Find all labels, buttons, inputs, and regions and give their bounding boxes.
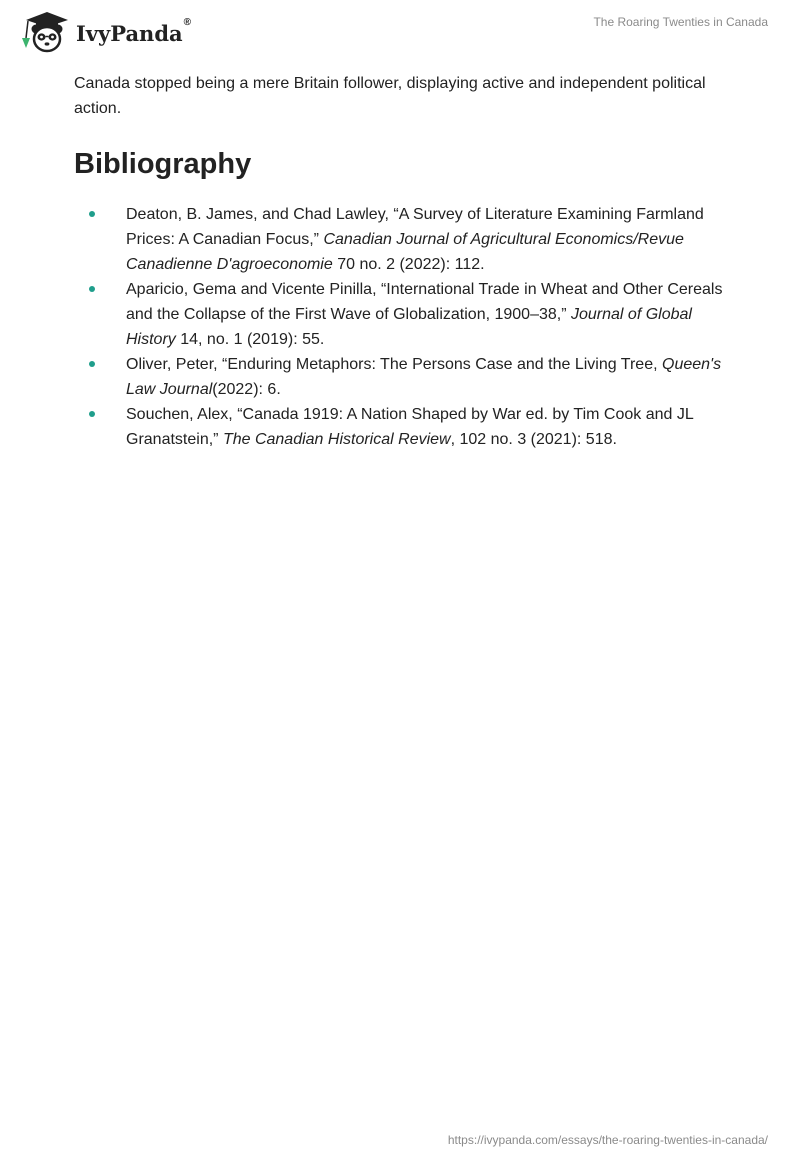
entry-citation: Oliver, Peter, “Enduring Metaphors: The Persons Case and the Living Tree, bbox=[126, 356, 662, 373]
entry-source-title: Canadian Journal of Agricultural Economics/Revue Canadienne D'agroeconomie bbox=[126, 231, 684, 273]
bibliography-list bbox=[74, 202, 734, 452]
bullet-icon bbox=[89, 361, 95, 367]
entry-source-title: The Canadian Historical Review bbox=[222, 431, 451, 448]
entry-source-title: Queen's Law Journal bbox=[126, 356, 722, 398]
entry-citation: Souchen, Alex, “Canada 1919: A Nation Shaped by War ed. by Tim Cook and JL Granatstein,” bbox=[126, 406, 694, 448]
intro-paragraph: Canada stopped being a mere Britain follower, displaying active and independent political action. bbox=[74, 75, 706, 117]
entry-source-title: Journal of Global History bbox=[126, 306, 692, 348]
bullet-icon bbox=[89, 211, 95, 217]
bibliography-entry bbox=[74, 352, 734, 402]
source-url[interactable]: https://ivypanda.com/essays/the-roaring-twenties-in-canada/ bbox=[447, 1133, 768, 1147]
entry-citation-detail: , 102 no. 3 (2021): 518. bbox=[450, 431, 617, 448]
bibliography-entry bbox=[74, 277, 734, 352]
registered-mark: ® bbox=[183, 16, 191, 28]
entry-citation-detail: 14, no. 1 (2019): 55. bbox=[175, 331, 325, 348]
bibliography-heading: Bibliography bbox=[74, 148, 252, 180]
ivypanda-logo[interactable] bbox=[16, 8, 191, 56]
entry-citation: Aparicio, Gema and Vicente Pinilla, “International Trade in Wheat and Other Cereals and the Collapse of the First Wave of Globalization, 1900–38,” bbox=[126, 281, 723, 323]
running-title: The Roaring Twenties in Canada bbox=[593, 15, 768, 29]
bibliography-entry bbox=[74, 202, 734, 277]
entry-citation: Deaton, B. James, and Chad Lawley, “A Survey of Literature Examining Farmland Prices: A Canadian Focus,” bbox=[126, 206, 704, 248]
bibliography-entry bbox=[74, 402, 734, 452]
entry-citation-detail: (2022): 6. bbox=[212, 381, 281, 398]
document-body bbox=[74, 71, 734, 452]
panda-graduate-icon bbox=[16, 8, 76, 56]
logo-wordmark: IvyPanda bbox=[76, 20, 183, 46]
bullet-icon bbox=[89, 286, 95, 292]
bullet-icon bbox=[89, 411, 95, 417]
entry-citation-detail: 70 no. 2 (2022): 112. bbox=[332, 256, 485, 273]
page-header bbox=[0, 0, 800, 60]
